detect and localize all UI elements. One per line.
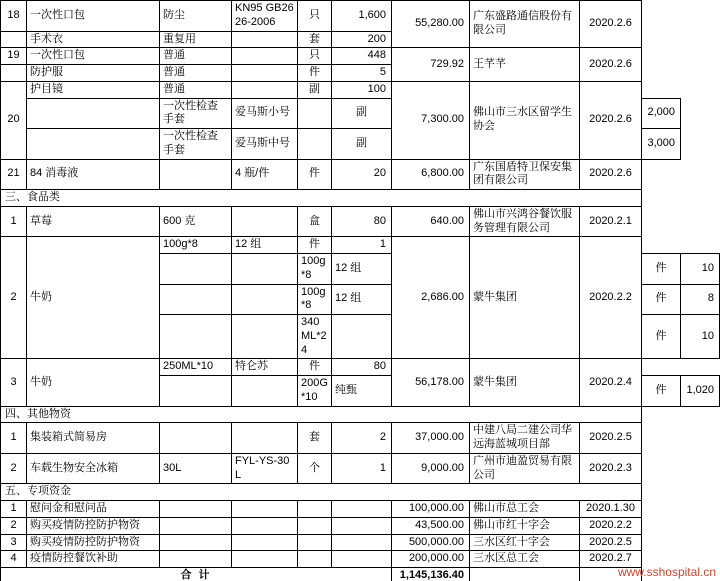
cell-item-name xyxy=(232,254,298,285)
cell-quantity: 3,000 xyxy=(642,129,681,160)
cell-item-name: 购买疫情防控防护物资 xyxy=(27,517,160,534)
cell-item-no xyxy=(27,129,160,160)
cell-date: 2020.2.6 xyxy=(580,159,642,190)
table-body xyxy=(1,1,720,581)
cell-item-no: 21 xyxy=(1,159,27,190)
cell-item-no: 2 xyxy=(1,237,27,359)
cell-item-no xyxy=(160,376,232,407)
cell-date: 2020.2.1 xyxy=(580,206,642,237)
cell-model: FYL-YS-30L xyxy=(232,453,298,484)
cell-specification: 爱马斯小号 xyxy=(232,98,298,129)
section-header: 三、食品类 xyxy=(1,190,642,207)
cell-model: KN95 GB2626-2006 xyxy=(232,1,298,32)
cell-amount: 56,178.00 xyxy=(392,359,470,406)
cell-item-name xyxy=(232,284,298,315)
cell-date: 2020.2.6 xyxy=(580,81,642,159)
cell-model xyxy=(332,315,392,359)
cell-item-name: 一次性检查手套 xyxy=(160,129,232,160)
cell-unit: 只 xyxy=(298,1,332,32)
cell-quantity: 1,020 xyxy=(681,376,720,407)
cell-organization: 三水区红十字会 xyxy=(470,534,580,551)
cell-item-no xyxy=(1,65,27,82)
cell-organization: 佛山市红十字会 xyxy=(470,517,580,534)
cell-unit: 件 xyxy=(642,376,681,407)
cell-specification: 防尘 xyxy=(160,1,232,32)
cell-item-no xyxy=(27,98,160,129)
table-row xyxy=(1,237,720,254)
cell-item-name: 车载生物安全冰箱 xyxy=(27,453,160,484)
cell-amount: 500,000.00 xyxy=(392,534,470,551)
cell-specification: 普通 xyxy=(160,65,232,82)
cell-amount: 55,280.00 xyxy=(392,1,470,48)
cell-date: 2020.2.4 xyxy=(580,359,642,406)
cell-date: 2020.2.6 xyxy=(580,1,642,48)
cell-item-name: 一次性口包 xyxy=(27,48,160,65)
cell-specification xyxy=(160,501,232,518)
table-row xyxy=(1,517,720,534)
cell-model: 12 组 xyxy=(332,284,392,315)
cell-quantity: 80 xyxy=(332,359,392,376)
cell-quantity xyxy=(332,501,392,518)
cell-quantity xyxy=(332,534,392,551)
cell-unit: 盒 xyxy=(298,206,332,237)
cell-item-name xyxy=(232,315,298,359)
table-row xyxy=(1,551,720,568)
cell-item-no: 2 xyxy=(1,453,27,484)
cell-item-name: 集装箱式简易房 xyxy=(27,423,160,454)
cell-model xyxy=(232,423,298,454)
table-row xyxy=(1,423,720,454)
cell-specification: 100g*8 xyxy=(298,254,332,285)
total-row xyxy=(1,568,720,581)
cell-unit xyxy=(298,551,332,568)
cell-amount: 37,000.00 xyxy=(392,423,470,454)
cell-item-name: 护目镜 xyxy=(27,81,160,98)
cell-item-no: 1 xyxy=(1,423,27,454)
cell-item-no: 3 xyxy=(1,534,27,551)
cell-item-name: 购买疫情防控防护物资 xyxy=(27,534,160,551)
cell-item-no xyxy=(160,254,232,285)
cell-model xyxy=(298,129,332,160)
site-watermark: www.sshospital.cn xyxy=(617,565,716,579)
cell-date: 2020.2.3 xyxy=(580,453,642,484)
cell-unit: 只 xyxy=(298,48,332,65)
cell-model xyxy=(232,48,298,65)
cell-date: 2020.2.5 xyxy=(580,423,642,454)
cell-unit: 件 xyxy=(298,359,332,376)
cell-item-no: 3 xyxy=(1,359,27,406)
cell-date: 2020.2.2 xyxy=(580,237,642,359)
cell-organization: 三水区总工会 xyxy=(470,551,580,568)
cell-amount: 6,800.00 xyxy=(392,159,470,190)
cell-organization: 王芊芊 xyxy=(470,48,580,82)
cell-quantity: 100 xyxy=(332,81,392,98)
cell-item-no: 1 xyxy=(1,206,27,237)
cell-specification xyxy=(160,517,232,534)
cell-unit xyxy=(298,517,332,534)
cell-item-name: 草莓 xyxy=(27,206,160,237)
cell-date: 2020.2.6 xyxy=(580,48,642,82)
cell-item-no xyxy=(160,284,232,315)
cell-model xyxy=(232,81,298,98)
cell-quantity: 80 xyxy=(332,206,392,237)
cell-quantity: 8 xyxy=(681,284,720,315)
cell-item-no: 20 xyxy=(1,81,27,159)
section-row xyxy=(1,406,720,423)
cell-specification xyxy=(160,534,232,551)
cell-amount: 200,000.00 xyxy=(392,551,470,568)
cell-quantity: 1,600 xyxy=(332,1,392,32)
cell-item-name: 慰问金和慰问品 xyxy=(27,501,160,518)
cell-item-no xyxy=(1,31,27,48)
cell-organization: 佛山市兴鸿谷餐饮服务管理有限公司 xyxy=(470,206,580,237)
table-row xyxy=(1,48,720,65)
cell-unit: 副 xyxy=(298,81,332,98)
cell-item-name: 手术衣 xyxy=(27,31,160,48)
cell-quantity: 20 xyxy=(332,159,392,190)
cell-model xyxy=(232,534,298,551)
cell-date: 2020.2.7 xyxy=(580,551,642,568)
cell-model xyxy=(232,551,298,568)
cell-organization: 广东盛路通信股份有限公司 xyxy=(470,1,580,48)
cell-organization: 佛山市三水区留学生协会 xyxy=(470,81,580,159)
cell-specification: 100g*8 xyxy=(160,237,232,254)
cell-unit: 套 xyxy=(298,423,332,454)
cell-model xyxy=(298,98,332,129)
cell-model xyxy=(232,65,298,82)
cell-date: 2020.2.2 xyxy=(580,517,642,534)
cell-organization: 广东国盾特卫保安集团有限公司 xyxy=(470,159,580,190)
cell-model xyxy=(232,206,298,237)
cell-model xyxy=(232,501,298,518)
cell-unit xyxy=(298,501,332,518)
cell-unit: 件 xyxy=(298,159,332,190)
cell-quantity xyxy=(332,551,392,568)
cell-item-no: 1 xyxy=(1,501,27,518)
section-header: 五、专项资金 xyxy=(1,484,642,501)
cell-unit: 副 xyxy=(332,129,392,160)
cell-specification: 340ML*24 xyxy=(298,315,332,359)
cell-organization: 蒙牛集团 xyxy=(470,237,580,359)
total-label: 合 计 xyxy=(1,568,392,581)
cell-quantity xyxy=(332,517,392,534)
cell-specification: 250ML*10 xyxy=(160,359,232,376)
cell-unit: 件 xyxy=(642,284,681,315)
cell-unit: 个 xyxy=(298,453,332,484)
cell-model: 12 组 xyxy=(332,254,392,285)
cell-item-name: 一次性口包 xyxy=(27,1,160,32)
cell-item-name: 疫情防控餐饮补助 xyxy=(27,551,160,568)
cell-item-no: 18 xyxy=(1,1,27,32)
cell-specification: 普通 xyxy=(160,81,232,98)
section-row xyxy=(1,484,720,501)
cell-quantity: 2 xyxy=(332,423,392,454)
cell-item-name: 牛奶 xyxy=(27,237,160,359)
table-row xyxy=(1,501,720,518)
cell-unit: 件 xyxy=(642,315,681,359)
cell-unit: 套 xyxy=(298,31,332,48)
cell-specification: 600 克 xyxy=(160,206,232,237)
cell-item-no: 4 xyxy=(1,551,27,568)
table-row xyxy=(1,534,720,551)
cell-quantity: 10 xyxy=(681,254,720,285)
cell-specification: 重复用 xyxy=(160,31,232,48)
cell-specification xyxy=(160,423,232,454)
cell-item-no xyxy=(160,315,232,359)
cell-amount: 100,000.00 xyxy=(392,501,470,518)
cell-item-name: 防护服 xyxy=(27,65,160,82)
cell-unit: 副 xyxy=(332,98,392,129)
total-amount: 1,145,136.40 xyxy=(392,568,470,581)
cell-specification: 30L xyxy=(160,453,232,484)
cell-quantity: 1 xyxy=(332,237,392,254)
cell-model xyxy=(232,517,298,534)
table-row xyxy=(1,159,720,190)
cell-quantity: 448 xyxy=(332,48,392,65)
cell-amount: 9,000.00 xyxy=(392,453,470,484)
cell-amount: 640.00 xyxy=(392,206,470,237)
section-header: 四、其他物资 xyxy=(1,406,642,423)
cell-amount: 43,500.00 xyxy=(392,517,470,534)
cell-item-name: 牛奶 xyxy=(27,359,160,406)
cell-specification: 爱马斯中号 xyxy=(232,129,298,160)
table-row xyxy=(1,1,720,32)
cell-model: 纯甄 xyxy=(332,376,392,407)
cell-quantity: 1 xyxy=(332,453,392,484)
total-date-blank xyxy=(580,568,642,581)
cell-date: 2020.2.5 xyxy=(580,534,642,551)
cell-item-name xyxy=(232,376,298,407)
cell-amount: 7,300.00 xyxy=(392,81,470,159)
cell-amount: 729.92 xyxy=(392,48,470,82)
cell-organization: 佛山市总工会 xyxy=(470,501,580,518)
total-organization-blank xyxy=(470,568,580,581)
table-row xyxy=(1,206,720,237)
cell-unit xyxy=(298,534,332,551)
cell-item-name: 一次性检查手套 xyxy=(160,98,232,129)
cell-unit: 件 xyxy=(298,237,332,254)
cell-quantity: 2,000 xyxy=(642,98,681,129)
table-row xyxy=(1,81,720,98)
cell-specification: 100g*8 xyxy=(298,284,332,315)
table-row xyxy=(1,359,720,376)
cell-quantity: 5 xyxy=(332,65,392,82)
cell-organization: 广州市迪盈贸易有限公司 xyxy=(470,453,580,484)
cell-unit: 件 xyxy=(298,65,332,82)
cell-organization: 蒙牛集团 xyxy=(470,359,580,406)
cell-model: 特仑苏 xyxy=(232,359,298,376)
cell-quantity: 10 xyxy=(681,315,720,359)
cell-specification: 普通 xyxy=(160,48,232,65)
cell-item-no: 2 xyxy=(1,517,27,534)
cell-date: 2020.1.30 xyxy=(580,501,642,518)
cell-item-name: 84 消毒液 xyxy=(27,159,160,190)
cell-amount: 2,686.00 xyxy=(392,237,470,359)
cell-unit: 件 xyxy=(642,254,681,285)
cell-specification xyxy=(160,551,232,568)
table-row xyxy=(1,453,720,484)
cell-quantity: 200 xyxy=(332,31,392,48)
cell-model: 4 瓶/件 xyxy=(232,159,298,190)
cell-organization: 中建八局二建公司华远海蓝城项目部 xyxy=(470,423,580,454)
cell-model: 12 组 xyxy=(232,237,298,254)
cell-item-no: 19 xyxy=(1,48,27,65)
cell-specification xyxy=(160,159,232,190)
section-row xyxy=(1,190,720,207)
cell-model xyxy=(232,31,298,48)
cell-specification: 200G*10 xyxy=(298,376,332,407)
